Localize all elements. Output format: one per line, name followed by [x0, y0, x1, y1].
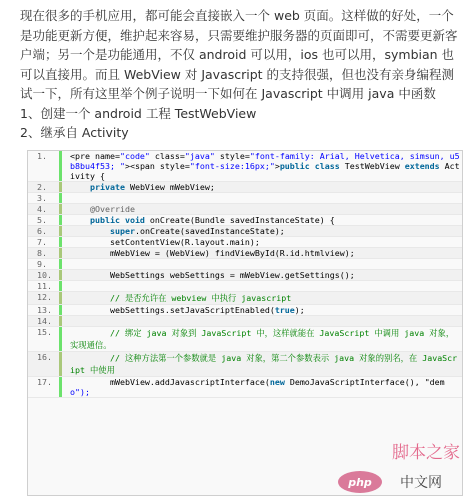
step-2: 2、继承自 Activity [20, 125, 129, 140]
intro-paragraph: 现在很多的手机应用，都可能会直接嵌入一个 web 页面。这样做的好处，一个是功能更新方便，维护起来容易，只需要维护服务器的页面即可，不需要更新客户端；另一个是功能通用，不仅 android 可以用，ios 也可以用，symbian 也可以直接用。而且 WebView 对 Javascript 的支持很强，但也没有亲身编程测试一下，所有这里举个例子说明一下如何在 Javascript 中调用 java 中函数 [20, 8, 458, 101]
code-text [62, 316, 70, 326]
line-number: 5. [28, 215, 62, 225]
line-number: 12. [28, 292, 62, 304]
code-comment: // 是否允许在 webview 中执行 javascript [70, 293, 292, 303]
code-keyword: new [269, 377, 285, 387]
line-number: 14. [28, 316, 62, 326]
watermark-text-bottom: 中文网 [400, 475, 442, 491]
code-token: WebView mWebView; [124, 182, 215, 192]
code-text [62, 305, 305, 315]
line-number: 8. [28, 248, 62, 258]
watermark [318, 440, 468, 496]
code-token [70, 215, 90, 225]
line-number: 10. [28, 270, 62, 280]
code-text [62, 377, 462, 397]
code-line [28, 182, 462, 193]
code-token: <pre name= [70, 151, 120, 161]
code-token [70, 182, 90, 192]
code-comment: // 绑定 java 对象到 JavaScript 中，这样就能在 JavaScript 中调用 java 对象，实现通信。 [70, 328, 455, 350]
code-token: webSettings.setJavaScriptEnabled( [70, 305, 275, 315]
code-token: .onCreate(savedInstanceState); [134, 226, 285, 236]
code-string: "code" [119, 151, 150, 161]
php-logo-text: php [348, 476, 372, 489]
code-text [62, 259, 70, 269]
line-number: 9. [28, 259, 62, 269]
code-line [28, 226, 462, 237]
code-text [62, 182, 215, 192]
code-line [28, 292, 462, 305]
step-1: 1、创建一个 android 工程 TestWebView [20, 105, 257, 121]
code-text [62, 151, 462, 181]
code-text: WebSettings webSettings = mWebView.getSettings(); [70, 270, 355, 280]
code-keyword: extends [404, 161, 440, 171]
code-token: mWebView.addJavascriptInterface( [70, 377, 270, 387]
code-text [62, 226, 285, 236]
code-token: Activity { [70, 161, 460, 181]
line-number: 3. [28, 193, 62, 203]
code-string: o"); [70, 387, 90, 397]
code-token: TestWebView [339, 161, 405, 171]
code-token: DemoJavaScriptInterface(), "dem [284, 377, 445, 387]
line-number: 16. [28, 352, 62, 376]
code-token: onCreate(Bundle savedInstanceState) { [144, 215, 335, 225]
code-line [28, 151, 462, 182]
code-line [28, 193, 462, 204]
code-keyword: private [89, 182, 125, 192]
code-text: mWebView = (WebView) findViewById(R.id.htmlview); [70, 248, 355, 258]
code-token: class= [149, 151, 185, 161]
code-line [28, 215, 462, 226]
code-token: style= [214, 151, 250, 161]
line-number: 11. [28, 281, 62, 291]
code-line [28, 352, 462, 377]
code-token: > [274, 161, 280, 171]
code-text [62, 281, 70, 291]
code-string: "java" [184, 151, 215, 161]
line-number: 15. [28, 327, 62, 351]
code-line [28, 305, 462, 316]
code-line [28, 281, 462, 292]
code-keyword: true [274, 305, 295, 315]
code-string: "font-family: Arial, Helvetica, simsun, u5b8bu4f53; " [70, 151, 460, 171]
code-line [28, 377, 462, 398]
code-token: ); [294, 305, 305, 315]
code-line [28, 316, 462, 327]
code-token: ><span style= [124, 161, 190, 171]
watermark-text-top: 脚本之家 [392, 443, 460, 463]
code-string: "font-size:16px;" [189, 161, 275, 171]
code-line [28, 204, 462, 215]
code-line [28, 237, 462, 248]
code-keyword: public void [89, 215, 145, 225]
watermark-logo [318, 440, 468, 496]
code-line [28, 248, 462, 259]
code-line [28, 327, 462, 352]
code-text: setContentView(R.layout.main); [70, 237, 260, 247]
line-number: 4. [28, 204, 62, 214]
code-line [28, 259, 462, 270]
line-number: 13. [28, 305, 62, 315]
code-token [70, 226, 110, 236]
code-line [28, 270, 462, 281]
line-number: 1. [28, 151, 62, 181]
code-comment: // 这种方法第一个参数就是 java 对象，第二个参数表示 java 对象的别名，在 JavaScript 中使用 [70, 353, 458, 375]
line-number: 2. [28, 182, 62, 192]
code-text [62, 215, 335, 225]
line-number: 6. [28, 226, 62, 236]
article-text [20, 6, 466, 143]
code-keyword: super [109, 226, 135, 236]
code-annotation: @Override [70, 204, 135, 214]
code-keyword: public class [279, 161, 340, 171]
line-number: 7. [28, 237, 62, 247]
line-number: 17. [28, 377, 62, 397]
code-text [62, 193, 70, 203]
